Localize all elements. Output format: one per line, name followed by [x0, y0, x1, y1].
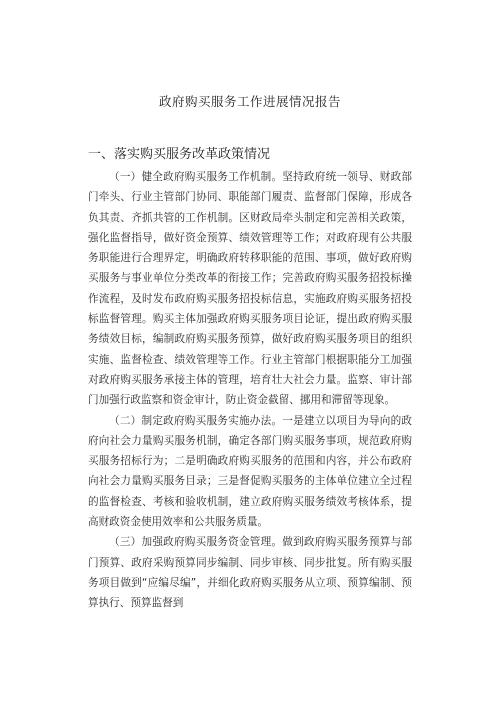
document-body — [88, 167, 412, 614]
document-title: 政府购买服务工作进展情况报告 — [158, 94, 341, 109]
paragraph-2: （二）制定政府购买服务实施办法。一是建立以项目为导向的政府向社会力量购买服务机制，确定各部门购买服务事项，规范政府购买服务招标行为；二是明确政府购买服务的范围和内容，并公布政府向社会力量购买服务目录；三是督促购买服务的主体单位建立全过程的监督检查、考核和验收机制，建立政府购买服务绩效考核体系，提高财政资金使用效率和公共服务质量。 — [88, 414, 412, 529]
paragraph-3: （三）加强政府购买服务资金管理。做到政府购买服务预算与部门预算、政府采购预算同步编制、同步审核、同步批复。所有购买服务项目做到“应编尽编”，并细化政府购买服务从立项、预算编制、预算执行、预算监督到 — [88, 536, 412, 610]
section-heading: 一、落实购买服务改革政策情况 — [88, 147, 271, 162]
paragraph-1: （一）健全政府购买服务工作机制。坚持政府统一领导、财政部门牵头、行业主管部门协同、职能部门履责、监督部门保障，形成各负其责、齐抓共管的工作机制。区财政局牵头制定和完善相关政策，强化监督指导，做好资金预算、绩效管理等工作；对政府现有公共服务职能进行合理界定，明确政府转移职能的范围、事项，做好政府购买服务与事业单位分类改革的衔接工作；完善政府购买服务招投标操作流程，及时发布政府购买服务招投标信息，实施政府购买服务招投标监督管理。购买主体加强政府购买服务项目论证，提出政府购买服务绩效目标，编制政府购买服务预算，做好政府购买服务项目的组织实施、监督检查、绩效管理等工作。行业主管部门根据职能分工加强对政府购买服务承接主体的管理，培育壮大社会力量。监察、审计部门加强行政监察和资金审计，防止资金截留、挪用和滞留等现象。 — [88, 171, 412, 407]
